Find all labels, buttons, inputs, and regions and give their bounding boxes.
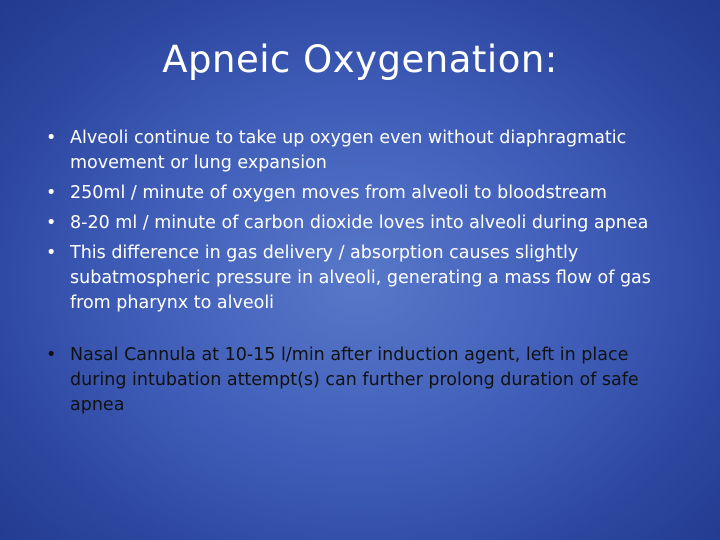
bullet-dot: • [46,213,57,233]
bullet-dot: • [46,183,57,203]
bullet-text: Nasal Cannula at 10-15 l/min after induction agent, left in place during intubation attempt(s) can further prolong duration of safe apnea [70,345,639,415]
bullet-text: 8-20 ml / minute of carbon dioxide loves into alveoli during apnea [70,213,649,233]
bullet-dot: • [46,345,57,365]
bullet-dot: • [46,128,57,148]
bullet-item [44,211,684,236]
bullet-item [44,181,684,206]
bullet-dot: • [46,243,57,263]
bullet-text: Alveoli continue to take up oxygen even without diaphragmatic movement or lung expansion [70,128,627,173]
bullet-item-emphasis [44,343,684,418]
bullet-spacer [44,321,684,343]
bullet-text: 250ml / minute of oxygen moves from alveoli to bloodstream [70,183,607,203]
bullet-item [44,241,684,316]
bullet-list [44,126,684,423]
slide-title: Apneic Oxygenation: [162,38,558,81]
bullet-item [44,126,684,176]
bullet-text: This difference in gas delivery / absorption causes slightly subatmospheric pressure in alveoli, generating a mass flow of gas from pharynx to alveoli [70,243,651,313]
